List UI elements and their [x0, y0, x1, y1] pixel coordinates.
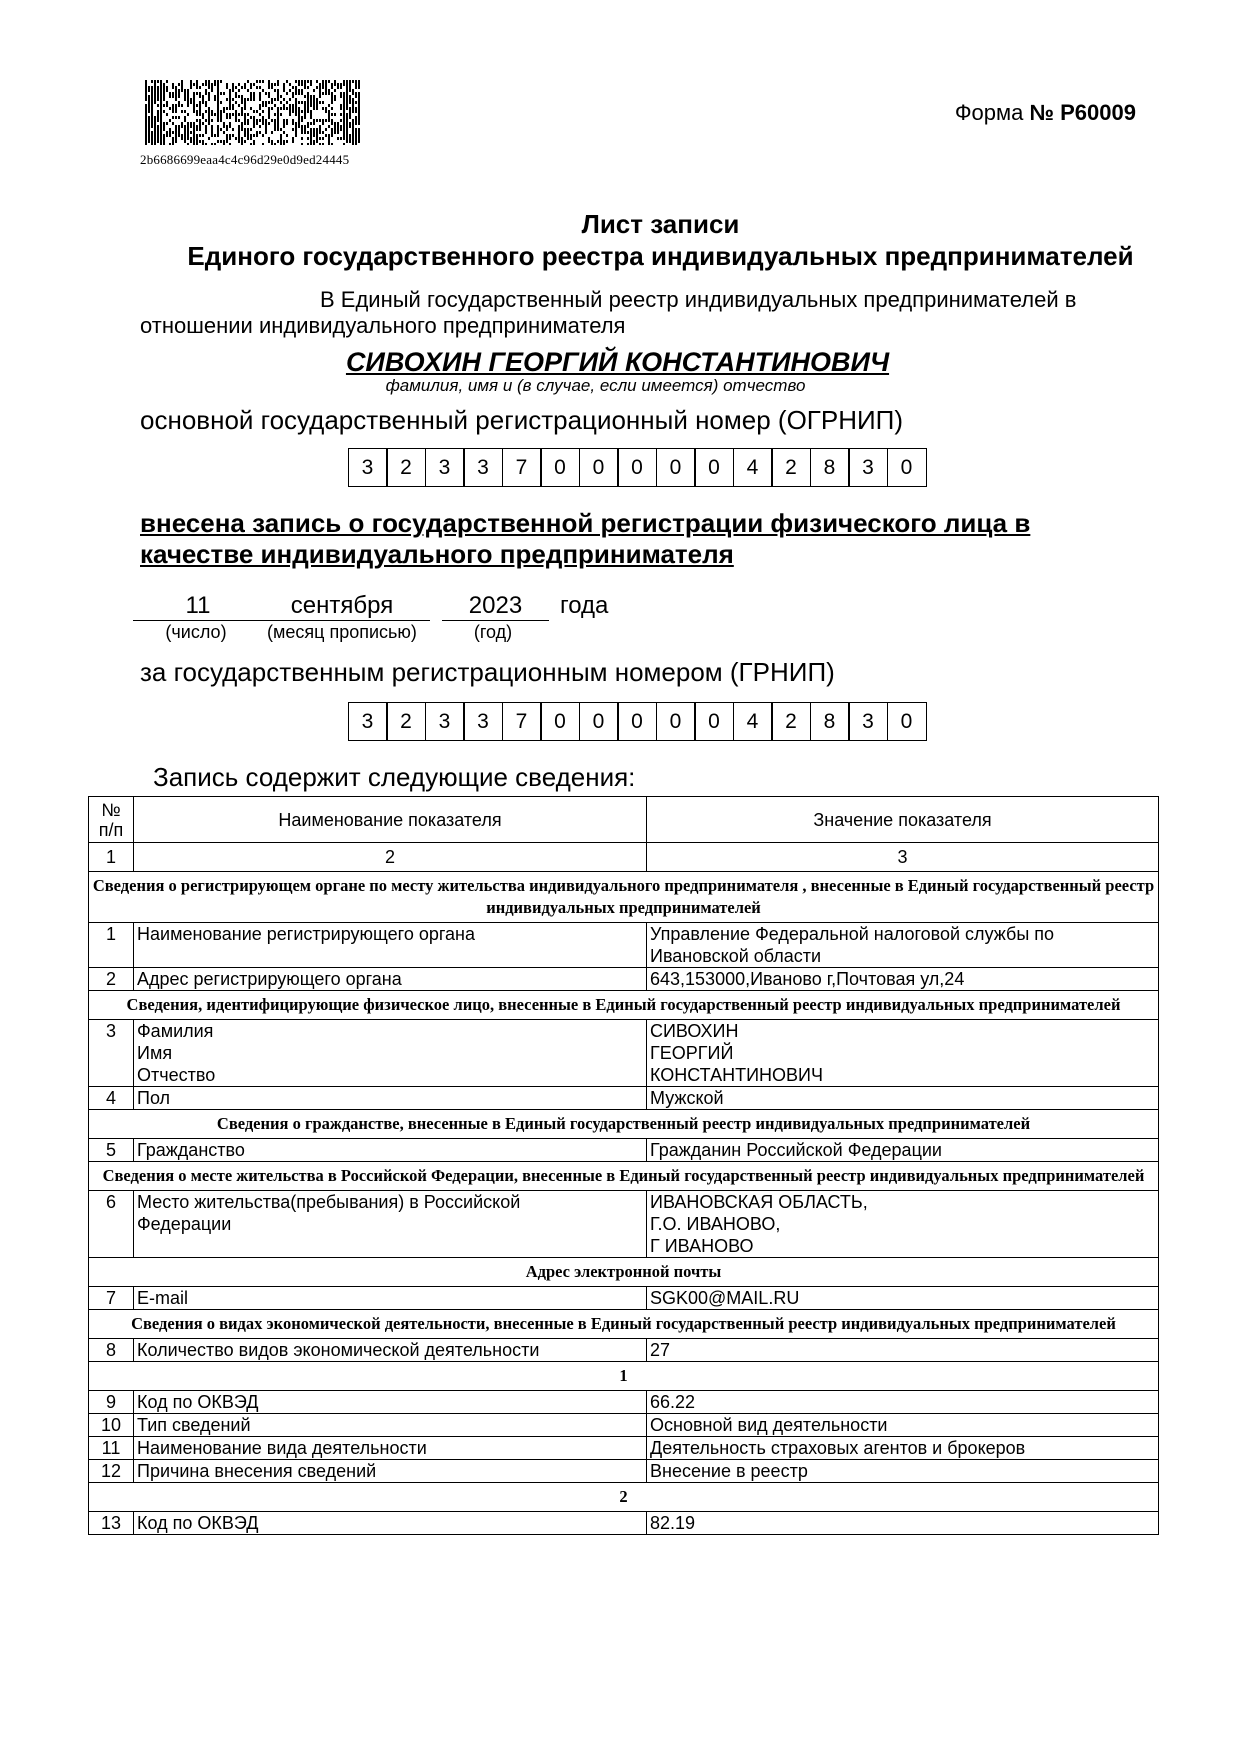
row-value: СИВОХИН ГЕОРГИЙ КОНСТАНТИНОВИЧ — [647, 1020, 1159, 1087]
grnip-digit: 8 — [810, 702, 850, 741]
row-value: Основной вид деятельности — [647, 1414, 1159, 1437]
row-number: 10 — [89, 1414, 134, 1437]
table-body — [89, 872, 1159, 1535]
row-name: Количество видов экономической деятельности — [134, 1339, 647, 1362]
section-header-row — [89, 991, 1159, 1020]
table-row — [89, 1087, 1159, 1110]
grnip-digit: 7 — [502, 702, 542, 741]
column-number-row — [89, 843, 1159, 872]
row-value: 66.22 — [647, 1391, 1159, 1414]
contents-label: Запись содержит следующие сведения: — [153, 762, 636, 792]
column-number: 2 — [134, 843, 647, 872]
row-number: 3 — [89, 1020, 134, 1087]
row-name: Адрес регистрирующего органа — [134, 968, 647, 991]
row-number: 7 — [89, 1287, 134, 1310]
table-row — [89, 1020, 1159, 1087]
table-row — [89, 1287, 1159, 1310]
grnip-digit: 2 — [771, 702, 811, 741]
section-title: Сведения о регистрирующем органе по месту жительства индивидуального предпринимателя , внесенные в Единый государственный реестр индивидуальных предпринимателей — [89, 872, 1159, 923]
header-value: Значение показателя — [647, 797, 1159, 843]
section-header-row — [89, 1362, 1159, 1391]
row-number: 11 — [89, 1437, 134, 1460]
grnip-digit: 3 — [425, 702, 465, 741]
ogrnip-label: основной государственный регистрационный номер (ОГРНИП) — [140, 405, 904, 435]
row-name: Наименование регистрирующего органа — [134, 923, 647, 968]
table-row — [89, 1139, 1159, 1162]
grnip-label: за государственным регистрационным номером (ГРНИП) — [140, 657, 835, 687]
barcode-code: 2b6686699eaa4c4c96d29e0d9ed24445 — [140, 152, 350, 167]
column-number: 3 — [647, 843, 1159, 872]
date-suffix: года — [560, 592, 609, 619]
grnip-digit: 4 — [733, 702, 773, 741]
row-number: 12 — [89, 1460, 134, 1483]
date-year-caption: (год) — [473, 622, 513, 642]
row-value: 27 — [647, 1339, 1159, 1362]
ogrnip-digit: 4 — [733, 448, 773, 487]
row-value: Управление Федеральной налоговой службы по Ивановской области — [647, 923, 1159, 968]
table-row — [89, 1339, 1159, 1362]
section-title: Сведения о месте жительства в Российской Федерации, внесенные в Единый государственный реестр индивидуальных предпринимателей — [89, 1162, 1159, 1191]
section-title: Сведения о гражданстве, внесенные в Единый государственный реестр индивидуальных предпринимателей — [89, 1110, 1159, 1139]
section-header-row — [89, 872, 1159, 923]
header-name: Наименование показателя — [134, 797, 647, 843]
ogrnip-digit: 3 — [848, 448, 888, 487]
table-row — [89, 1414, 1159, 1437]
row-name: Пол — [134, 1087, 647, 1110]
section-header-row — [89, 1162, 1159, 1191]
grnip-digits — [349, 702, 927, 741]
date-day: 11 — [133, 592, 263, 621]
form-number-prefix: Форма — [954, 100, 1024, 125]
registration-event-line-2: качестве индивидуального предпринимателя — [140, 539, 734, 569]
section-title: Адрес электронной почты — [89, 1258, 1159, 1287]
registration-event-line-1: внесена запись о государственной регистрации физического лица в — [140, 508, 1031, 538]
date-month: сентября — [254, 592, 430, 621]
ogrnip-digit: 3 — [425, 448, 465, 487]
document-subtitle: Единого государственного реестра индивидуальных предпринимателей — [187, 241, 1134, 271]
section-title: Сведения о видах экономической деятельности, внесенные в Единый государственный реестр индивидуальных предпринимателей — [89, 1310, 1159, 1339]
row-value: SGK00@MAIL.RU — [647, 1287, 1159, 1310]
date-year: 2023 — [442, 592, 549, 621]
row-number: 2 — [89, 968, 134, 991]
ogrnip-digit: 0 — [540, 448, 580, 487]
row-value: Мужской — [647, 1087, 1159, 1110]
section-title: Сведения, идентифицирующие физическое лицо, внесенные в Единый государственный реестр индивидуальных предпринимателей — [89, 991, 1159, 1020]
grnip-digit: 0 — [694, 702, 734, 741]
table-row — [89, 923, 1159, 968]
row-value: 643,153000,Иваново г,Почтовая ул,24 — [647, 968, 1159, 991]
ogrnip-digits — [349, 448, 927, 487]
section-title: 1 — [89, 1362, 1159, 1391]
row-number: 13 — [89, 1512, 134, 1535]
grnip-digit: 3 — [463, 702, 503, 741]
date-day-caption: (число) — [165, 622, 227, 642]
ogrnip-digit: 0 — [656, 448, 696, 487]
section-header-row — [89, 1258, 1159, 1287]
table-row — [89, 1191, 1159, 1258]
row-number: 4 — [89, 1087, 134, 1110]
section-header-row — [89, 1483, 1159, 1512]
barcode-bars — [145, 80, 360, 145]
row-name: Фамилия Имя Отчество — [134, 1020, 647, 1087]
table-row — [89, 1460, 1159, 1483]
header-number: № п/п — [89, 797, 134, 843]
ogrnip-digit: 0 — [694, 448, 734, 487]
section-title: 2 — [89, 1483, 1159, 1512]
ogrnip-digit: 2 — [771, 448, 811, 487]
ogrnip-digit: 3 — [348, 448, 388, 487]
row-name: Код по ОКВЭД — [134, 1391, 647, 1414]
grnip-digit: 2 — [386, 702, 426, 741]
intro-line-1: В Единый государственный реестр индивидуальных предпринимателей в — [320, 287, 1077, 312]
section-header-row — [89, 1110, 1159, 1139]
row-value: ИВАНОВСКАЯ ОБЛАСТЬ, Г.О. ИВАНОВО, Г ИВАНОВО — [647, 1191, 1159, 1258]
row-name: Наименование вида деятельности — [134, 1437, 647, 1460]
row-name: Место жительства(пребывания) в Российской Федерации — [134, 1191, 647, 1258]
grnip-digit: 3 — [348, 702, 388, 741]
registration-event — [140, 508, 1030, 570]
entrepreneur-name-caption: фамилия, имя и (в случае, если имеется) отчество — [385, 376, 806, 395]
row-number: 9 — [89, 1391, 134, 1414]
table-row — [89, 968, 1159, 991]
ogrnip-digit: 7 — [502, 448, 542, 487]
document-title: Лист записи — [581, 209, 740, 239]
intro-line-2: отношении индивидуального предпринимателя — [140, 313, 626, 338]
row-value: Внесение в реестр — [647, 1460, 1159, 1483]
ogrnip-digit: 0 — [579, 448, 619, 487]
ogrnip-digit: 2 — [386, 448, 426, 487]
grnip-digit: 0 — [887, 702, 927, 741]
row-value: Гражданин Российской Федерации — [647, 1139, 1159, 1162]
entrepreneur-name: СИВОХИН ГЕОРГИЙ КОНСТАНТИНОВИЧ — [345, 347, 890, 377]
grnip-digit: 3 — [848, 702, 888, 741]
row-number: 1 — [89, 923, 134, 968]
row-number: 6 — [89, 1191, 134, 1258]
ogrnip-digit: 8 — [810, 448, 850, 487]
table-row — [89, 1437, 1159, 1460]
grnip-digit: 0 — [656, 702, 696, 741]
row-name: Код по ОКВЭД — [134, 1512, 647, 1535]
grnip-digit: 0 — [617, 702, 657, 741]
row-name: E-mail — [134, 1287, 647, 1310]
row-name: Гражданство — [134, 1139, 647, 1162]
table-row — [89, 1391, 1159, 1414]
table-row — [89, 1512, 1159, 1535]
row-value: 82.19 — [647, 1512, 1159, 1535]
record-table — [88, 796, 1159, 1535]
grnip-digit: 0 — [579, 702, 619, 741]
barcode-image — [145, 80, 360, 145]
column-number: 1 — [89, 843, 134, 872]
row-number: 5 — [89, 1139, 134, 1162]
table-header-row — [89, 797, 1159, 843]
row-name: Причина внесения сведений — [134, 1460, 647, 1483]
grnip-digit: 0 — [540, 702, 580, 741]
ogrnip-digit: 0 — [617, 448, 657, 487]
row-value: Деятельность страховых агентов и брокеров — [647, 1437, 1159, 1460]
section-header-row — [89, 1310, 1159, 1339]
form-number-value: № Р60009 — [1029, 100, 1136, 125]
row-number: 8 — [89, 1339, 134, 1362]
row-name: Тип сведений — [134, 1414, 647, 1437]
form-number — [955, 100, 1136, 126]
ogrnip-digit: 0 — [887, 448, 927, 487]
date-month-caption: (месяц прописью) — [267, 622, 417, 642]
ogrnip-digit: 3 — [463, 448, 503, 487]
